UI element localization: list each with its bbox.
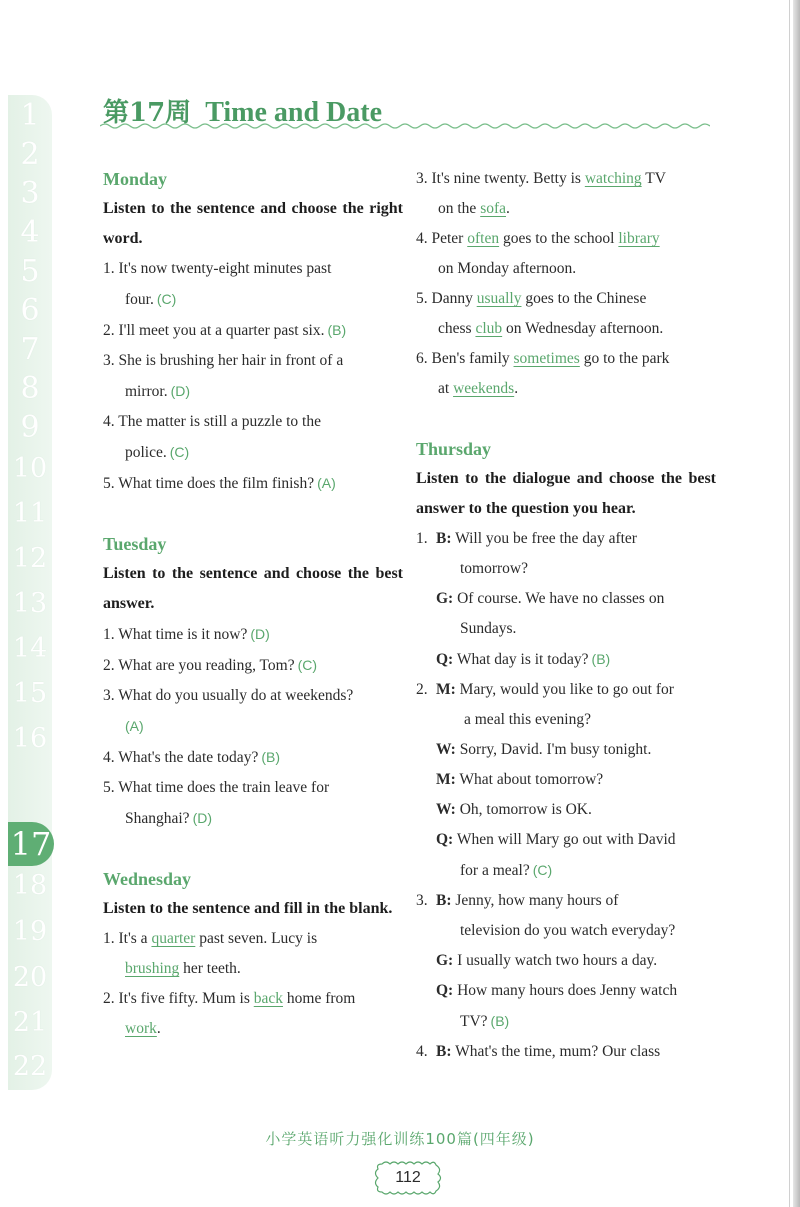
blank-answer: club — [475, 320, 503, 337]
list-item-cont: police. (C) — [125, 444, 190, 461]
blank-answer: often — [467, 230, 500, 247]
right-column — [416, 164, 716, 1067]
list-item: 3. What do you usually do at weekends? — [103, 687, 354, 704]
list-item-cont: mirror. (D) — [125, 383, 191, 400]
list-item: 1. It's a quarter past seven. Lucy is — [103, 930, 318, 947]
side-tab-active-number[interactable]: 17 — [8, 822, 54, 866]
answer: (C) — [532, 862, 553, 878]
wednesday-instruction: Listen to the sentence and fill in the blank. — [103, 900, 393, 917]
monday-instruction: Listen to the sentence and choose the right word. — [103, 200, 403, 247]
dialogue-line: 1. B: Will you be free the day after — [416, 530, 637, 547]
list-item: 2. What are you reading, Tom? (C) — [103, 657, 318, 674]
answer: (C) — [297, 657, 318, 673]
side-tab-number[interactable]: 5 — [20, 254, 40, 289]
list-item: 4. What's the date today? (B) — [103, 749, 280, 766]
list-item-cont: four. (C) — [125, 291, 177, 308]
wavy-divider — [100, 121, 710, 131]
answer: (A) — [317, 475, 336, 491]
dialogue-line: 4. B: What's the time, mum? Our class — [416, 1043, 661, 1060]
tuesday-instruction: Listen to the sentence and choose the best answer. — [103, 565, 403, 612]
side-tab-number[interactable]: 12 — [12, 543, 48, 574]
dialogue-line: W: Sorry, David. I'm busy tonight. — [436, 741, 652, 758]
list-item: 1. It's now twenty-eight minutes past — [103, 260, 332, 277]
side-tab-number[interactable]: 19 — [12, 916, 48, 947]
dialogue-question: Q: When will Mary go out with David — [436, 831, 676, 848]
dialogue-line: M: What about tomorrow? — [436, 771, 604, 788]
list-item: 3. She is brushing her hair in front of a — [103, 352, 344, 369]
blank-answer: back — [253, 990, 284, 1007]
dialogue-line-cont: TV? (B) — [460, 1013, 510, 1030]
side-tab-number[interactable]: 22 — [12, 1051, 48, 1082]
answer: (B) — [327, 322, 347, 338]
answer: (D) — [170, 383, 191, 399]
dialogue-line-cont: a meal this evening? — [464, 711, 591, 728]
side-tab-number[interactable]: 7 — [20, 332, 40, 367]
dialogue-line: 3. B: Jenny, how many hours of — [416, 892, 619, 909]
list-item-cont: chess club on Wednesday afternoon. — [438, 320, 664, 337]
wednesday-heading: Wednesday — [103, 869, 192, 889]
side-tab-number[interactable]: 3 — [20, 176, 40, 211]
answer: (C) — [169, 444, 190, 460]
answer: (B) — [490, 1013, 510, 1029]
side-tab-number[interactable]: 20 — [12, 962, 48, 993]
blank-answer: usually — [476, 290, 522, 307]
answer: (A) — [125, 718, 144, 734]
list-item: 6. Ben's family sometimes go to the park — [416, 350, 670, 367]
answer: (D) — [250, 626, 270, 642]
dialogue-line-cont: television do you watch everyday? — [460, 922, 676, 939]
list-item: 3. It's nine twenty. Betty is watching TV — [416, 170, 666, 187]
dialogue-question: Q: How many hours does Jenny watch — [436, 982, 678, 999]
blank-answer: weekends — [453, 380, 515, 397]
blank-answer: quarter — [151, 930, 196, 947]
side-tab-number[interactable]: 21 — [12, 1007, 48, 1038]
blank-answer: library — [618, 230, 660, 247]
dialogue-line: G: I usually watch two hours a day. — [436, 952, 658, 969]
list-item-cont — [103, 711, 403, 742]
page-edge-line — [789, 0, 790, 1207]
blank-answer: work — [125, 1020, 157, 1037]
list-item: 5. What time does the film finish? (A) — [103, 475, 336, 492]
list-item: 5. Danny usually goes to the Chinese — [416, 290, 647, 307]
list-item: 4. The matter is still a puzzle to the — [103, 413, 321, 430]
list-item: 4. Peter often goes to the school library — [416, 230, 660, 247]
dialogue-line: G: Of course. We have no classes on — [436, 590, 665, 607]
dialogue-line-cont: Sundays. — [460, 620, 517, 637]
left-column — [103, 164, 403, 1044]
side-tab-number[interactable]: 1 — [20, 98, 40, 133]
book-title-footer: 小学英语听力强化训练100篇(四年级) — [265, 1130, 535, 1148]
blank-answer: watching — [584, 170, 642, 187]
list-item: 2. I'll meet you at a quarter past six. (B) — [103, 322, 347, 339]
title-text: Time and Date — [205, 97, 383, 128]
side-tab-number[interactable]: 4 — [20, 215, 40, 250]
blank-answer: brushing — [125, 960, 180, 977]
thursday-heading: Thursday — [416, 439, 492, 459]
side-tab-number[interactable]: 10 — [12, 453, 48, 484]
blank-answer: sometimes — [513, 350, 580, 367]
list-item-cont: at weekends. — [438, 380, 519, 397]
monday-heading: Monday — [103, 169, 168, 189]
list-item-cont: work. — [125, 1020, 161, 1037]
dialogue-question: Q: What day is it today? (B) — [436, 651, 611, 668]
answer: (D) — [192, 810, 213, 826]
side-tab-number[interactable]: 6 — [20, 293, 40, 328]
answer: (B) — [261, 749, 280, 765]
thursday-instruction: Listen to the dialogue and choose the best answer to the question you hear. — [416, 470, 716, 517]
week-label: 第17周 — [103, 98, 192, 128]
side-tab-number[interactable]: 8 — [20, 371, 40, 406]
answer: (B) — [591, 651, 611, 667]
list-item-cont: on the sofa. — [438, 200, 510, 217]
tuesday-heading: Tuesday — [103, 534, 167, 554]
blank-answer: sofa — [480, 200, 507, 217]
chapter-side-tab — [8, 95, 52, 1090]
page-number: 112 — [395, 1169, 421, 1186]
side-tab-number[interactable]: 15 — [12, 678, 48, 709]
side-tab-number[interactable]: 9 — [20, 410, 40, 445]
side-tab-number[interactable]: 18 — [12, 870, 48, 901]
list-item-cont: brushing her teeth. — [125, 960, 241, 977]
page-edge — [793, 0, 800, 1207]
dialogue-line-cont: tomorrow? — [460, 560, 529, 577]
dialogue-line: W: Oh, tomorrow is OK. — [436, 801, 592, 818]
side-tab-number[interactable]: 14 — [12, 633, 48, 664]
dialogue-line-cont: for a meal? (C) — [460, 862, 553, 879]
answer: (C) — [156, 291, 177, 307]
list-item: 2. It's five fifty. Mum is back home from — [103, 990, 356, 1007]
side-tab-number[interactable]: 13 — [12, 588, 48, 619]
dialogue-line: 2. M: Mary, would you like to go out for — [416, 681, 674, 698]
side-tab-number[interactable]: 16 — [12, 723, 48, 754]
list-item-cont: on Monday afternoon. — [438, 260, 577, 277]
list-item: 5. What time does the train leave for — [103, 779, 330, 796]
list-item: 1. What time is it now? (D) — [103, 626, 270, 643]
page-number-badge — [372, 1160, 444, 1196]
side-tab-number[interactable]: 2 — [20, 137, 40, 172]
list-item-cont: Shanghai? (D) — [125, 810, 213, 827]
side-tab-number[interactable]: 11 — [12, 498, 48, 529]
